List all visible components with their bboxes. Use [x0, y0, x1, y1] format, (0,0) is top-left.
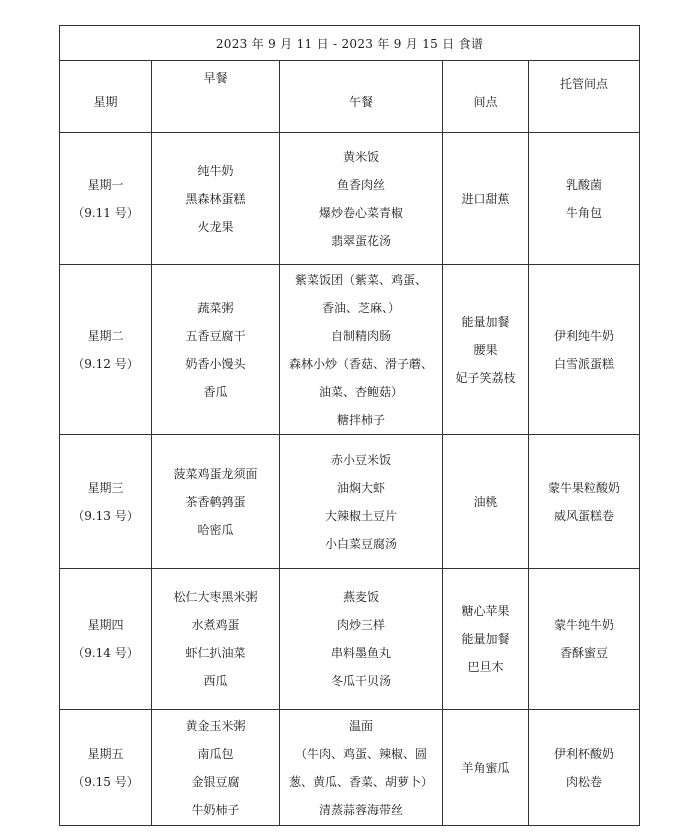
table-row	[60, 133, 640, 265]
menu-item: 茶香鹌鹑蛋	[185, 494, 246, 509]
day-date: （9.15 号）	[72, 774, 139, 789]
menu-title: 2023 年 9 月 11 日 - 2023 年 9 月 15 日 食谱	[60, 26, 640, 61]
breakfast-cell	[152, 265, 280, 435]
breakfast-cell	[152, 710, 280, 826]
menu-item: 自制精肉肠	[330, 328, 391, 343]
menu-item: 松仁大枣黑米粥	[173, 590, 258, 604]
menu-item: 紫菜饭团（紫菜、鸡蛋、	[294, 272, 427, 287]
menu-item: 虾仁扒油菜	[185, 646, 246, 660]
day-cell	[60, 569, 152, 710]
aftercare-cell	[529, 710, 640, 826]
table-row	[60, 435, 640, 569]
menu-item: 蔬菜粥	[197, 300, 234, 315]
header-lunch: 午餐	[280, 61, 443, 133]
menu-item: 油焖大虾	[336, 480, 385, 495]
menu-item: 小白菜豆腐汤	[324, 536, 397, 551]
lunch-cell	[280, 569, 443, 710]
table-row	[60, 265, 640, 435]
menu-item: 妃子笑荔枝	[455, 370, 516, 385]
breakfast-cell	[152, 435, 280, 569]
menu-item: 燕麦饭	[342, 590, 379, 604]
menu-item: 金银豆腐	[191, 774, 240, 789]
snack-cell	[443, 710, 529, 826]
menu-item: 翡翠蛋花汤	[330, 233, 391, 248]
aftercare-cell	[529, 133, 640, 265]
menu-item: 大辣椒土豆片	[324, 508, 397, 523]
menu-item: 鱼香肉丝	[336, 177, 385, 192]
day-date: （9.11 号）	[72, 205, 139, 220]
table-row	[60, 569, 640, 710]
lunch-cell	[280, 265, 443, 435]
menu-item: 香油、芝麻、）	[321, 300, 400, 315]
menu-table	[59, 25, 640, 826]
snack-cell	[443, 265, 529, 435]
menu-item: 进口甜蕉	[461, 191, 510, 206]
day-cell	[60, 133, 152, 265]
menu-item: 糖心苹果	[461, 604, 510, 618]
menu-item: 爆炒卷心菜青椒	[318, 205, 403, 220]
aftercare-cell	[529, 569, 640, 710]
day-name: 星期五	[87, 746, 124, 761]
menu-item: 菠菜鸡蛋龙须面	[173, 466, 258, 481]
menu-item: 牛角包	[566, 205, 603, 220]
header-aftercare: 托管间点	[529, 61, 640, 133]
menu-item: 能量加餐	[461, 632, 510, 646]
menu-item: 温面	[348, 718, 373, 733]
day-date: （9.13 号）	[72, 508, 139, 523]
menu-item: 森林小炒（香菇、滑子蘑、	[288, 356, 433, 371]
menu-item: 黄米饭	[342, 149, 379, 164]
menu-item: 西瓜	[203, 674, 228, 688]
breakfast-cell	[152, 569, 280, 710]
lunch-cell	[280, 435, 443, 569]
menu-item: 黄金玉米粥	[185, 718, 246, 733]
menu-item: 冬瓜干贝汤	[330, 674, 391, 688]
title-row	[60, 26, 640, 61]
header-day: 星期	[60, 61, 152, 133]
menu-item: 巴旦木	[467, 660, 504, 674]
menu-item: 纯牛奶	[197, 163, 234, 178]
day-name: 星期一	[87, 177, 124, 192]
menu-item: 哈密瓜	[197, 522, 234, 537]
menu-item: 水煮鸡蛋	[191, 618, 240, 632]
menu-item: 奶香小馒头	[185, 356, 246, 371]
aftercare-cell	[529, 435, 640, 569]
day-cell	[60, 265, 152, 435]
menu-item: （牛肉、鸡蛋、辣椒、圆	[294, 746, 427, 761]
menu-item: 葱、黄瓜、香菜、胡萝卜）	[288, 774, 433, 789]
day-date: （9.14 号）	[72, 646, 139, 660]
day-cell	[60, 710, 152, 826]
menu-item: 油菜、杏鲍菇）	[318, 384, 403, 399]
menu-item: 能量加餐	[461, 314, 510, 329]
menu-item: 五香豆腐干	[185, 328, 246, 343]
snack-cell	[443, 435, 529, 569]
menu-item: 伊利纯牛奶	[554, 328, 615, 343]
menu-item: 蒙牛果粒酸奶	[548, 480, 621, 495]
menu-item: 清蒸蒜蓉海带丝	[318, 802, 403, 817]
menu-item: 肉炒三样	[336, 618, 385, 632]
menu-item: 蒙牛纯牛奶	[554, 618, 615, 632]
menu-item: 乳酸菌	[566, 177, 603, 192]
day-name: 星期四	[87, 618, 124, 632]
menu-item: 南瓜包	[197, 746, 234, 761]
aftercare-cell	[529, 265, 640, 435]
menu-item: 伊利杯酸奶	[554, 746, 615, 761]
day-date: （9.12 号）	[72, 356, 139, 371]
menu-item: 香瓜	[203, 384, 228, 399]
menu-item: 腰果	[473, 342, 498, 357]
menu-item: 糖拌柿子	[336, 412, 385, 427]
menu-item: 威风蛋糕卷	[554, 508, 615, 523]
day-name: 星期二	[87, 328, 124, 343]
breakfast-cell	[152, 133, 280, 265]
menu-item: 牛奶柿子	[191, 802, 240, 817]
menu-item: 羊角蜜瓜	[461, 760, 510, 775]
header-row	[60, 61, 640, 133]
menu-item: 火龙果	[197, 219, 234, 234]
menu-item: 赤小豆米饭	[330, 452, 391, 467]
snack-cell	[443, 133, 529, 265]
menu-item: 肉松卷	[566, 774, 603, 789]
menu-item: 白雪派蛋糕	[554, 356, 615, 371]
header-snack: 间点	[443, 61, 529, 133]
day-cell	[60, 435, 152, 569]
table-row	[60, 710, 640, 826]
lunch-cell	[280, 133, 443, 265]
menu-item: 香酥蜜豆	[560, 646, 609, 660]
lunch-cell	[280, 710, 443, 826]
menu-item: 油桃	[473, 494, 498, 509]
header-breakfast: 早餐	[152, 61, 280, 133]
day-name: 星期三	[87, 480, 124, 495]
menu-item: 串料墨鱼丸	[330, 646, 391, 660]
menu-item: 黑森林蛋糕	[185, 191, 246, 206]
snack-cell	[443, 569, 529, 710]
